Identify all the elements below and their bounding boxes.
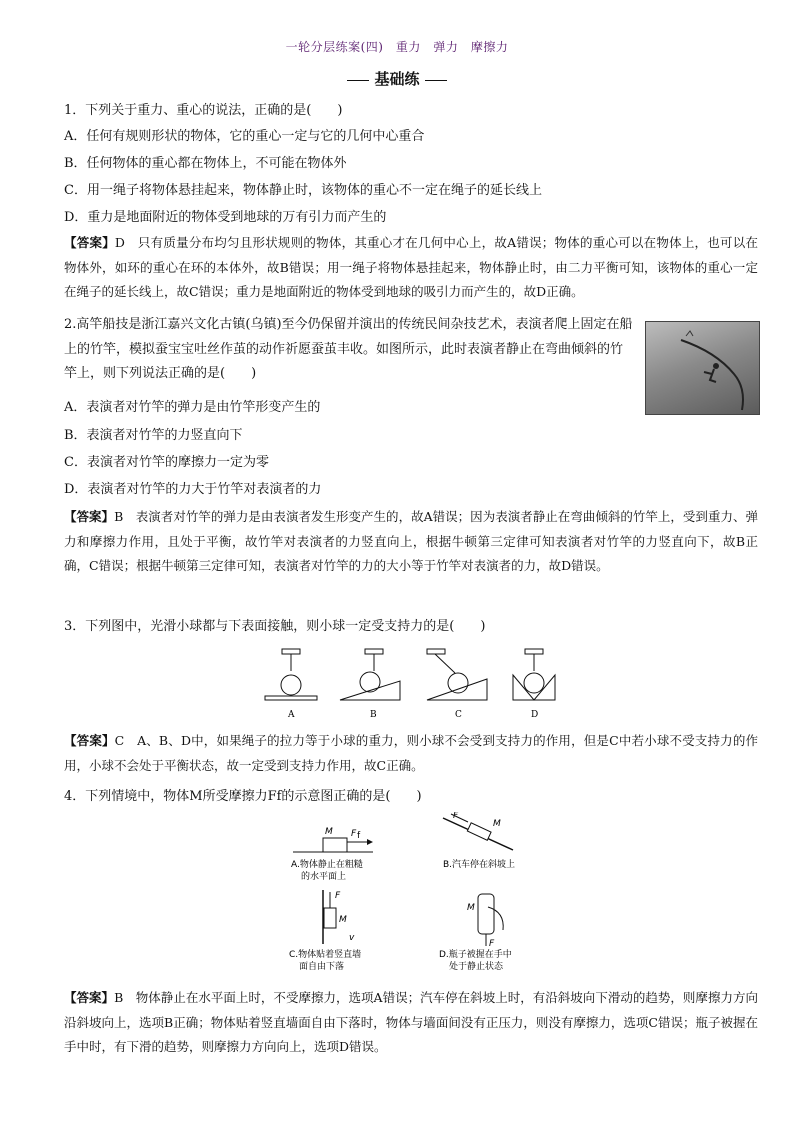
answer-tag: 【答案】 [64, 733, 115, 748]
q2-answer [64, 505, 758, 579]
figure-b [340, 649, 400, 700]
q2-answer-text: B 表演者对竹竿的弹力是由表演者发生形变产生的，故A错误；因为表演者静止在弯曲倾斜的竹竿上，受到重力、弹力和摩擦力作用，且处于平衡，故竹竿对表演者的力竖直向上，根据牛顿第三定律可知表演者对竹竿的力竖直向下，故B正确，C错误；根据牛顿第三定律可知，表演者对竹竿的力的大小等于竹竿对表演者的力，故D错误。 [64, 509, 758, 573]
section-title [0, 68, 794, 89]
left-rule [347, 80, 369, 81]
label-f-c: F [335, 891, 341, 901]
q2-option-d: D．表演者对竹竿的力大于竹竿对表演者的力 [64, 482, 322, 497]
q1-option-d: D．重力是地面附近的物体受到地球的万有引力而产生的 [64, 210, 387, 225]
q3-answer-text: C A、B、D中，如果绳子的拉力等于小球的重力，则小球不会受到支持力的作用，但是C中若小球不受支持力的作用，小球不会处于平衡状态，故一定受到支持力作用，故C正确。 [64, 733, 758, 773]
label-f-b: F [453, 812, 459, 821]
figure-c [427, 649, 487, 700]
label-m-d: M [467, 903, 475, 913]
label-m-b: M [493, 819, 501, 829]
caption-a2: 的水平面上 [301, 872, 347, 882]
caption-b1: B.汽车停在斜坡上 [443, 860, 516, 870]
label-f: F [351, 829, 357, 839]
answer-tag: 【答案】 [64, 990, 115, 1005]
caption-c2: 面自由下落 [299, 962, 345, 972]
page-header: 一轮分层练案(四) 重力 弹力 摩擦力 [285, 40, 509, 54]
figure-a-label: A [288, 710, 295, 720]
caption-c1: C.物体贴着竖直墙 [289, 950, 362, 960]
label-m-c: M [339, 915, 347, 925]
label-m: M [325, 827, 333, 837]
figure-4b [443, 812, 515, 870]
figure-4d [439, 894, 512, 972]
figure-d [513, 649, 555, 700]
q1-answer [64, 231, 758, 305]
caption-d2: 处于静止状态 [449, 962, 504, 972]
figure-4a [291, 827, 373, 882]
q4-figure [283, 812, 555, 982]
figure-c-label: C [455, 710, 462, 720]
q4-answer [64, 986, 758, 1060]
q1-option-a: A．任何有规则形状的物体，它的重心一定与它的几何中心重合 [64, 129, 425, 144]
acrobat-photo [645, 321, 760, 415]
figure-4c [289, 890, 361, 972]
q2-stem: 2.高竿船技是浙江嘉兴文化古镇(乌镇)至今仍保留并演出的传统民间杂技艺术，表演者爬上固定在船上的竹竿，模拟蚕宝宝吐丝作茧的动作祈愿蚕茧丰收。如图所示，此时表演者静止在弯曲倾斜的竹竿上，则下列说法正确的是( ) [64, 317, 633, 381]
right-rule [425, 80, 447, 81]
q3-stem: 3．下列图中，光滑小球都与下表面接触，则小球一定受支持力的是( ) [64, 619, 486, 634]
label-f-sub: f [357, 831, 361, 841]
q1-stem: 1．下列关于重力、重心的说法，正确的是( ) [64, 103, 343, 118]
q3-answer [64, 729, 758, 778]
figure-b-label: B [370, 710, 377, 720]
q4-answer-text: B 物体静止在水平面上时，不受摩擦力，选项A错误；汽车停在斜坡上时，有沿斜坡向下滑动的趋势，则摩擦力方向沿斜坡向上，选项B正确；物体贴着竖直墙面自由下落时，物体与墙面间没有正压力，则没有摩擦力，选项C错误；瓶子被握在手中时，有下滑的趋势，则摩擦力方向向上，选项D错误。 [64, 990, 758, 1054]
figure-d-label: D [531, 710, 539, 720]
q3-figure [255, 645, 575, 723]
answer-tag: 【答案】 [64, 509, 115, 524]
q1-option-b: B．任何物体的重心都在物体上，不可能在物体外 [64, 156, 347, 171]
q2-option-c: C．表演者对竹竿的摩擦力一定为零 [64, 455, 269, 470]
q1-answer-text: D 只有质量分布均匀且形状规则的物体，其重心才在几何中心上，故A错误；物体的重心可以在物体上，也可以在物体外，如环的重心在环的本体外，故B错误；用一绳子将物体悬挂起来，物体静止时，由二力平衡可知，该物体的重心一定在绳子的延长线上，故C错误；重力是地面附近的物体受到地球的吸引力而产生的，故D正确。 [64, 235, 758, 299]
bamboo-pole-figure [646, 322, 759, 414]
figure-a [265, 649, 317, 700]
q2-option-a: A．表演者对竹竿的弹力是由竹竿形变产生的 [64, 400, 321, 415]
caption-d1: D.瓶子被握在手中 [439, 950, 512, 960]
q2-option-b: B．表演者对竹竿的力竖直向下 [64, 428, 243, 443]
caption-a1: A.物体静止在粗糙 [291, 860, 363, 870]
label-v: v [349, 933, 355, 943]
q4-stem: 4．下列情境中，物体M所受摩擦力Ff的示意图正确的是( ) [64, 789, 422, 804]
section-title-text: 基础练 [374, 70, 420, 88]
q1-option-c: C．用一绳子将物体悬挂起来，物体静止时，该物体的重心不一定在绳子的延长线上 [64, 183, 542, 198]
answer-tag: 【答案】 [64, 235, 115, 250]
label-f-d: F [489, 939, 495, 949]
